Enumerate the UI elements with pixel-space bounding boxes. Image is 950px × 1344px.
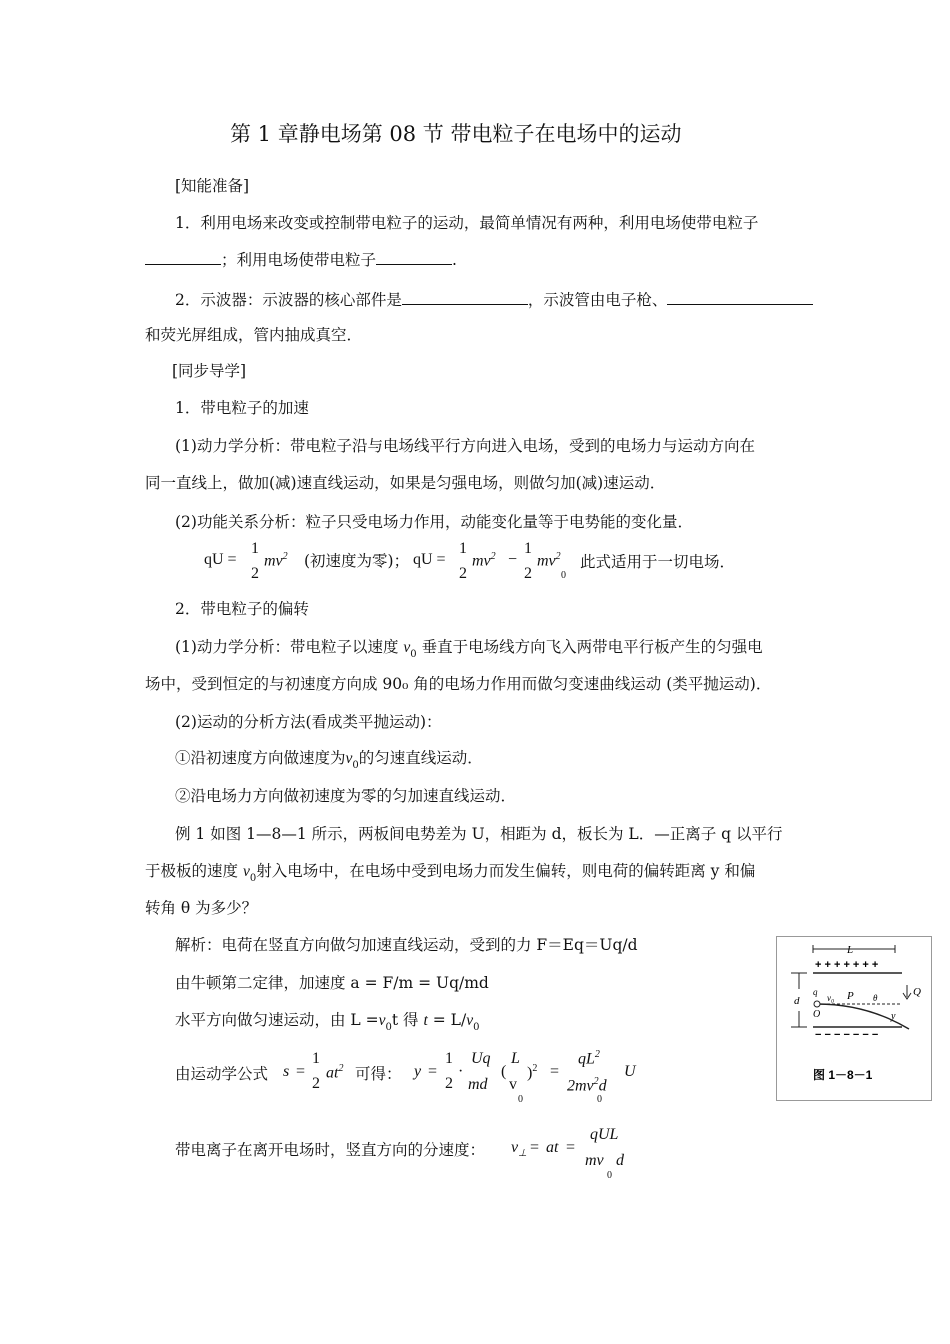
s1-p1b: 同一直线上，做加(减)速直线运动，如果是匀强电场，则做匀加(减)速运动．	[145, 474, 666, 492]
label-v0: v₀	[827, 993, 835, 1003]
sol3-mid: t 得	[391, 1011, 419, 1029]
s1-p2: (2)功能关系分析：粒子只受电场力作用，动能变化量等于电势能的变化量．	[175, 513, 693, 531]
sol4-mid: 可得：	[355, 1065, 402, 1083]
q2-text-mid: ，示波管由电子枪、	[527, 291, 668, 309]
label-L: L	[847, 944, 854, 956]
s2-p1a-post: 垂直于电场线方向飞入两带电平行板产生的匀强电	[421, 638, 763, 656]
sol5: 带电离子在离开电场时，竖直方向的分速度：	[175, 1141, 486, 1159]
q1-text-end: .	[452, 251, 457, 269]
example-line-b: 于极板的速度 $v_0$射入电场中，在电场中受到电场力而发生偏转，则电荷的偏转距离 y 和偏	[145, 862, 756, 884]
example-line-a: 例 1 如图 1—8—1 所示，两板间电势差为 U，相距为 d，板长为 L．—正离子 q 以平行	[175, 825, 783, 843]
example-b-pre: 于极板的速度	[145, 862, 239, 880]
label-d: d	[794, 995, 800, 1007]
example-b-post: 射入电场中，在电场中受到电场力而发生偏转，则电荷的偏转距离 y 和偏	[256, 862, 756, 880]
q2-blank-1[interactable]	[402, 290, 528, 305]
s2-p2: (2)运动的分析方法(看成类平抛运动)：	[175, 713, 442, 731]
deflection-diagram	[777, 937, 931, 1100]
s2-p1a: (1)动力学分析：带电粒子以速度 $v_0$ 垂直于电场线方向飞入两带电平行板产生的匀强电	[175, 638, 763, 660]
eq1-left: qU =	[204, 551, 237, 568]
solution-2: 由牛顿第二定律，加速度 a = F/m = Uq/md	[175, 974, 489, 992]
guide-heading: [同步导学]	[172, 362, 247, 380]
s1-p1a: (1)动力学分析：带电粒子沿与电场线平行方向进入电场，受到的电场力与运动方向在	[175, 437, 755, 455]
sol3-post: = L/	[432, 1011, 467, 1029]
s1-heading: 1．带电粒子的加速	[175, 399, 309, 417]
label-Q: Q	[913, 986, 921, 998]
label-theta: θ	[873, 993, 878, 1003]
eq1-mid: qU =	[413, 551, 446, 568]
solution-3: 水平方向做匀速运动，由 $L =v_0t$ 得 $t = L/v_0$	[175, 1011, 480, 1033]
sol4-pre: 由运动学公式	[175, 1065, 269, 1083]
prep-heading: [知能准备]	[175, 177, 250, 195]
figure-caption: 图 1－8－1	[813, 1068, 873, 1082]
figure-1-8-1	[776, 936, 932, 1101]
q1-text-mid: ；利用电场使带电粒子	[221, 251, 377, 269]
label-O: O	[813, 1009, 821, 1020]
q1-line-a: 1．利用电场来改变或控制带电粒子的运动，最简单情况有两种，利用电场使带电粒子	[175, 214, 759, 232]
q2-text-a: 2．示波器：示波器的核心部件是	[175, 291, 402, 309]
s2-p1b: 场中，受到恒定的与初速度方向成 90₀ 角的电场力作用而做匀变速曲线运动 (类平抛运动)．	[145, 675, 772, 693]
eq1-tail: 此式适用于一切电场．	[580, 553, 736, 571]
eq1-note: (初速度为零)；	[304, 552, 410, 570]
sol3-pre: 水平方向做匀速运动，由 L =	[175, 1011, 379, 1029]
solution-1: 解析：电荷在竖直方向做匀加速直线运动，受到的力 F＝Eq＝Uq/d	[175, 936, 638, 954]
q2-line-a	[175, 290, 813, 310]
example-line-c: 转角 θ 为多少？	[145, 899, 258, 917]
page-title: 第 1 章静电场第 08 节 带电粒子在电场中的运动	[230, 122, 682, 146]
label-y: y	[891, 1011, 896, 1022]
q1-blank-1[interactable]	[145, 250, 221, 265]
q1-blank-2[interactable]	[376, 250, 452, 265]
s2-p3: ①沿初速度方向做速度为$v_0$的匀速直线运动．	[175, 749, 483, 771]
s2-p3-pre: ①沿初速度方向做速度为	[175, 749, 346, 767]
plus-row: + + + + + + +	[815, 959, 879, 971]
s2-p4: ②沿电场力方向做初速度为零的匀加速直线运动．	[175, 787, 517, 805]
s2-heading: 2．带电粒子的偏转	[175, 600, 309, 618]
label-q: q	[813, 987, 818, 997]
s2-p3-post: 的匀速直线运动．	[358, 749, 483, 767]
q1-line-b	[145, 250, 457, 270]
q2-line-b: 和荧光屏组成，管内抽成真空．	[145, 326, 363, 344]
label-P: P	[847, 990, 854, 1002]
minus-row: − − − − − − −	[815, 1029, 879, 1041]
q2-blank-2[interactable]	[667, 290, 813, 305]
s2-p1a-pre: (1)动力学分析：带电粒子以速度	[175, 638, 399, 656]
